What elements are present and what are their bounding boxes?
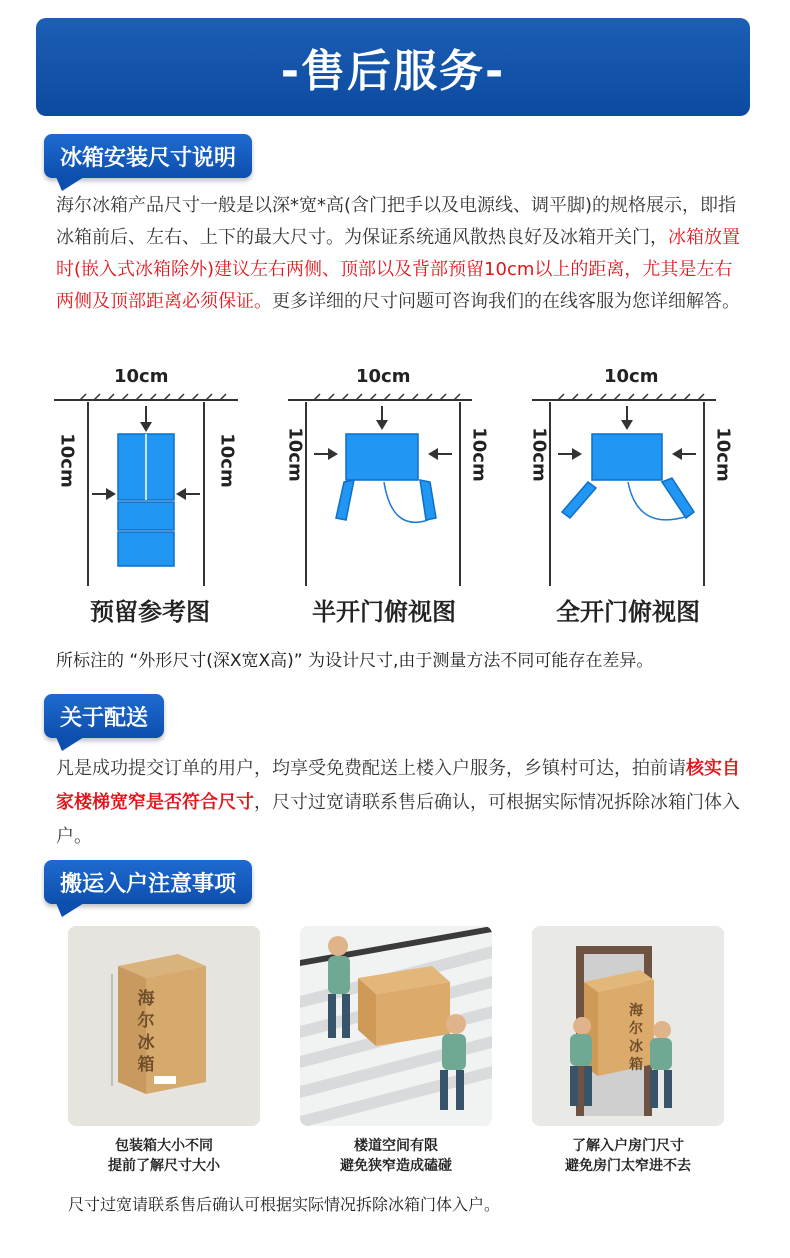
description-text: 凡是成功提交订单的用户，均享受免费配送上楼入户服务，乡镇村可达，拍前请 [56,758,686,779]
diagram-reserve-caption: 预留参考图 [90,598,210,626]
caption-line-1: 了解入户房门尺寸 [572,1138,684,1154]
section-tag-label: 冰箱安装尺寸说明 [60,145,237,171]
diagram-full-open [528,362,734,622]
left-gap-label: 10cm [528,427,550,482]
down-arrow-icon [376,406,388,430]
description-text-tail: 更多详细的尺寸问题可咨询我们的在线客服为您详细解答。 [272,291,740,312]
box-brand-text: 海尔冰箱 [629,1003,643,1073]
caption-doorway [532,1136,724,1176]
caption-line-1: 包装箱大小不同 [115,1138,213,1154]
diagram-full-open-caption: 全开门俯视图 [556,598,700,626]
left-arrow-icon [428,448,452,460]
right-gap-label: 10cm [468,427,490,482]
section-tag-moving [44,860,252,904]
diagram-reserve [50,362,250,622]
illustration-stairway [300,926,492,1126]
illustration-package-box [68,926,260,1126]
description-text: 海尔冰箱产品尺寸一般是以深*宽*高(含门把手以及电源线、调平脚)的规格展示，即指冰箱前后、左右、上下的最大尺寸。为保证系统通风散热良好及冰箱开关门， [56,195,737,248]
description-text-tail: ，尺寸过宽请联系售后确认，可根据实际情况拆除冰箱门体入户。 [56,792,740,847]
caption-line-2: 避免房门太窄进不去 [565,1158,691,1174]
top-gap-label: 10cm [114,366,169,387]
caption-line-1: 楼道空间有限 [354,1138,438,1154]
right-gap-label: 10cm [712,427,734,482]
caption-line-2: 提前了解尺寸大小 [108,1158,220,1174]
delivery-description [56,752,740,854]
down-arrow-icon [621,406,633,430]
left-gap-label: 10cm [56,433,78,488]
top-gap-label: 10cm [604,366,659,387]
description-warning: 冰箱放置时(嵌入式冰箱除外)建议左右两侧、顶部以及背部预留10cm以上的距离，尤其是左右两侧及顶部距离必须保证。 [56,227,740,312]
caption-stairway [300,1136,492,1176]
right-arrow-icon [314,448,338,460]
right-arrow-icon [92,488,116,500]
description-warning: 核实自家楼梯宽窄是否符合尺寸 [56,758,740,813]
diagram-full-open-drawing [528,362,728,602]
section-tag-label: 关于配送 [60,705,149,731]
section-tag-install-size [44,134,252,178]
left-arrow-icon [672,448,696,460]
section-tag-label: 搬运入户注意事项 [60,871,237,897]
caption-line-2: 避免狭窄造成磕碰 [340,1158,452,1174]
diagram-half-open-caption: 半开门俯视图 [312,598,456,626]
diagram-half-open [284,362,490,622]
page-banner [36,18,750,116]
left-gap-label: 10cm [284,427,306,482]
install-size-description [56,190,740,318]
diagram-half-open-drawing [284,362,484,602]
left-arrow-icon [176,488,200,500]
moving-footer-note: 尺寸过宽请联系售后确认可根据实际情况拆除冰箱门体入户。 [68,1195,501,1214]
top-gap-label: 10cm [356,366,411,387]
diagram-size-note: 所标注的 “外形尺寸(深X宽X高)” 为设计尺寸,由于测量方法不同可能存在差异。 [56,651,654,671]
box-brand-text: 海尔冰箱 [137,989,155,1075]
right-arrow-icon [558,448,582,460]
illustration-doorway [532,926,724,1126]
right-gap-label: 10cm [216,433,238,488]
section-tag-delivery [44,694,164,738]
page-title: -售后服务- [280,46,506,97]
down-arrow-icon [140,406,152,432]
caption-package-box [68,1136,260,1176]
